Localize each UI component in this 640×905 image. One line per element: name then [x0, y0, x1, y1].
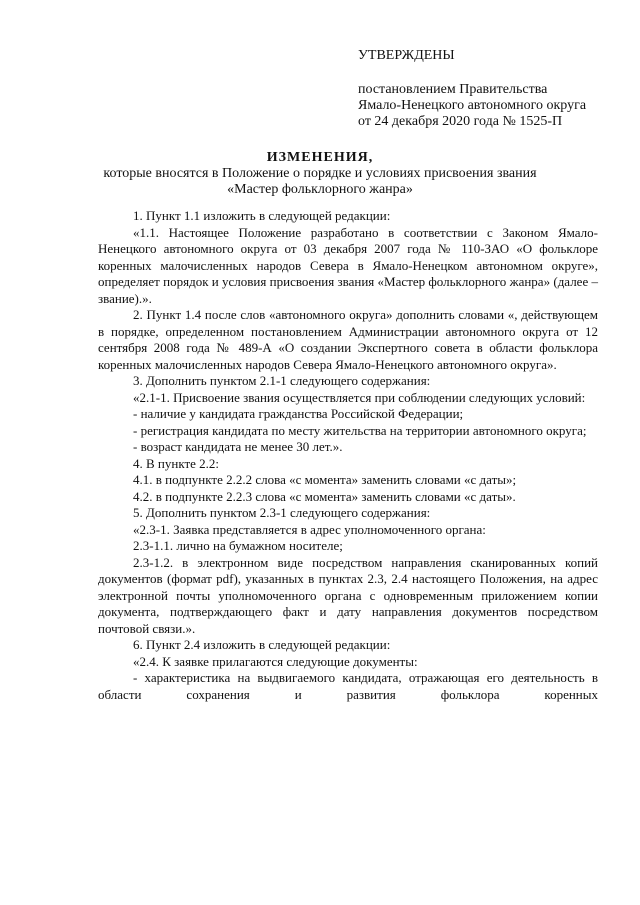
title-line: которые вносятся в Положение о порядке и условиях присвоения звания	[103, 166, 537, 181]
document-title	[0, 150, 640, 198]
paragraph: 3. Дополнить пунктом 2.1-1 следующего содержания:	[133, 373, 431, 388]
paragraph: «2.3-1. Заявка представляется в адрес уполномоченного органа:	[133, 521, 486, 537]
paragraph: - возраст кандидата не менее 30 лет.».	[133, 439, 343, 454]
document-body	[98, 208, 598, 703]
paragraph: - характеристика на выдвигаемого кандидата, отражающая его деятельность в области сохранения и развития фольклора коренных	[98, 670, 598, 702]
paragraph: 6. Пункт 2.4 изложить в следующей редакции:	[133, 637, 391, 652]
approval-line: постановлением Правительства	[358, 82, 548, 97]
approval-line: Ямало-Ненецкого автономного округа	[358, 98, 587, 113]
paragraph: 5. Дополнить пунктом 2.3-1 следующего содержания:	[133, 505, 431, 520]
paragraph: «2.4. К заявке прилагаются следующие документы:	[133, 653, 418, 669]
title-line: «Мастер фольклорного жанра»	[227, 182, 413, 197]
paragraph: «1.1. Настоящее Положение разработано в соответствии с Законом Ямало-Ненецкого автономного округа от 03 декабря 2007 года № 110-ЗАО «О фольклоре коренных малочисленных народов Севера в Ямало-Ненецком автономном округе», определяет порядок и условия присвоения звания «Мастер фольклорного жанра» (далее – звание).».	[98, 224, 598, 306]
paragraph: «2.1-1. Присвоение звания осуществляется при соблюдении следующих условий:	[133, 389, 586, 405]
paragraph: - наличие у кандидата гражданства Российской Федерации;	[133, 406, 464, 421]
paragraph: 4. В пункте 2.2:	[133, 455, 220, 471]
paragraph: 2.3-1.1. лично на бумажном носителе;	[133, 538, 343, 553]
paragraph: 1. Пункт 1.1 изложить в следующей редакции:	[133, 208, 391, 223]
approval-heading: УТВЕРЖДЕНЫ	[358, 48, 455, 63]
paragraph: 4.1. в подпункте 2.2.2 слова «с момента» заменить словами «с даты»;	[133, 472, 517, 487]
paragraph: 2.3-1.2. в электронном виде посредством направления сканированных копий документов (формат pdf), указанных в пунктах 2.3, 2.4 настоящего Положения, на адрес электронной почты уполномоченного органа с одновременным приложением копии документа, подтверждающего факт и дату направления документов посредством почтовой связи.».	[98, 554, 598, 636]
paragraph: 2. Пункт 1.4 после слов «автономного округа» дополнить словами «, действующем в порядке, определенном постановлением Администрации автономного округа от 12 сентября 2008 года № 489-А «О создании Экспертного совета в области фольклора коренных малочисленных народов Севера Ямало-Ненецкого автономного округа».	[98, 307, 598, 372]
approval-line: от 24 декабря 2020 года № 1525-П	[358, 114, 563, 129]
paragraph: 4.2. в подпункте 2.2.3 слова «с момента» заменить словами «с даты».	[133, 488, 516, 504]
approval-block	[358, 48, 586, 130]
title-main: ИЗМЕНЕНИЯ,	[266, 150, 374, 165]
paragraph: - регистрация кандидата по месту жительства на территории автономного округа;	[133, 422, 587, 438]
